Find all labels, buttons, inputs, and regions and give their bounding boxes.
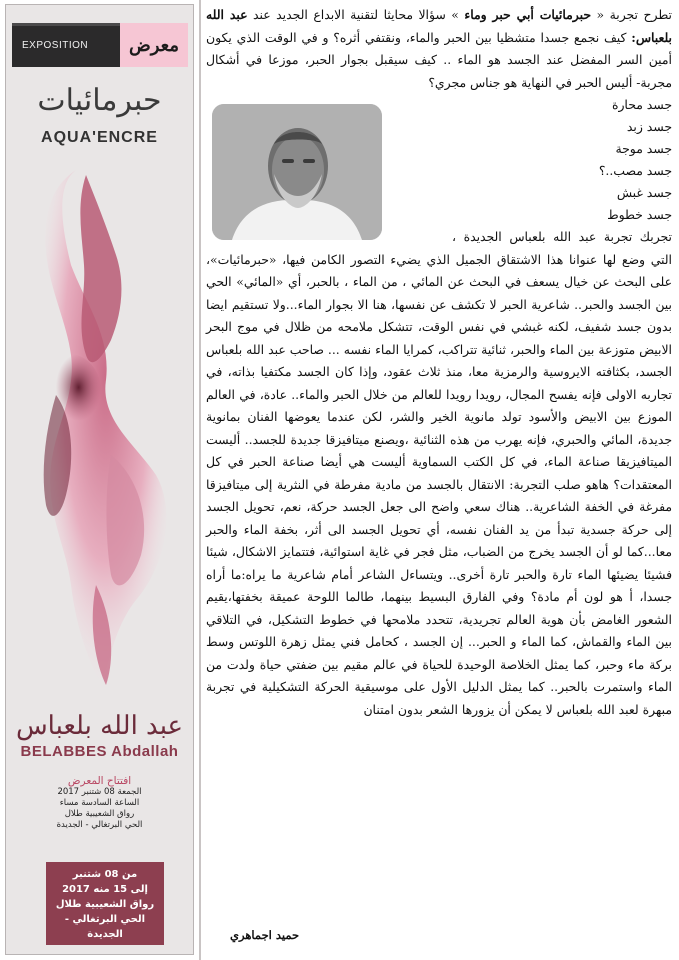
ink-figure-artwork (16, 155, 186, 695)
artist-portrait-image (212, 104, 382, 240)
sidebar-poster (5, 4, 194, 955)
article-body (206, 4, 672, 956)
opening-line: الجمعة 08 شتنبر 2017 (57, 787, 142, 797)
opening-heading: افتتاح المعرض (67, 775, 132, 787)
banner-exposition-label: EXPOSITION (22, 40, 89, 51)
dates-line: من 08 شتنبر (72, 869, 138, 880)
opening-line: رواق الشعيبية طلال (64, 809, 135, 819)
exhibition-title-arabic: حبرمائيات (37, 83, 162, 118)
article-intro (206, 4, 672, 94)
exhibition-title-latin: AQUA'ENCRE (41, 129, 158, 146)
intro-artist-bold: عبد الله بلعباس: (206, 7, 672, 45)
list-item: جسد مصب..؟ (598, 163, 672, 178)
opening-info (6, 775, 193, 831)
artist-name-latin: BELABBES Abdallah (20, 743, 179, 760)
list-item: جسد غبش (616, 185, 672, 200)
intro-text: تطرح تجربة « (596, 7, 672, 22)
column-divider (199, 0, 201, 960)
dates-line: رواق الشعيبية طلال (55, 899, 155, 910)
list-item: جسد موجة (615, 141, 672, 156)
exposition-banner (12, 23, 188, 67)
dates-line: الحي البرتغالي - الجديدة (64, 914, 146, 940)
intro-text: كيف نجمع جسدا متشظيا بين الحبر والماء، ونقتفي أثره؟ و في الوقت الذي يكون أمين السر المفضل عند الجسد هو الماء .. كيف سيقبل بجوار الحبر، موزعا في أشكال مجربة- أليس الحبر في النهاية هو جناس مجري؟ (206, 29, 672, 90)
article-paragraph: تجربك تجربة عبد الله بلعباس الجديدة ، التي وضع لها عنوانا هذا الاشتقاق الجميل الذي يضيء التصور الكامن فيها، «حبرمائيات»، على البحث عن خيال يسعف في البحث عن المائي ، من الماء ، بالحبر، أي «المائي» الحي بين الجسد والحبر.. شاعرية الحبر لا تكشف عن نفسها، هنا الا بجوار الماء...ولا تستقيم ايضا بدون جسد شفيف، لكنه غبشي في نفس الوقت، تتشكل ملامحه من ظلال في موج البحر الابيض متوزعة بين الماء والحبر، ثنائية تتراكب، كمرايا الماء نفسه ... صاحب عبد الله بلعباس الجسد، بكثافته الايروسية والرمزية معا، منذ ثلاث عقود، وإذا كان الجسد مكتفيا بذاته، في تجاربه الاولى فإنه يفسح المجال، رويدا رويدا للعالم من خلال الحبر والماء.. عادة، في العالم الموزع بين الابيض والأسود تولد مانوية الخير والشر، لكن عندما يعوضها الفنان بمانوية جديدة، المائي والحبري، فإنه يهرب من هذه الثنائية ،ويصنع ميتافيزقا جديدة للجسد.. أليست الميتافيزيقا صناعة الماء، في كل الكتب السماوية أليست هي أيضا صناعة الحبر في كل المعتقدات؟ هاهو صلب التجربة: الانتقال بالجسد من مادية مفرطة في النثرية إلى ميتافيزقا مفرغة في الخفة الشاعرية.. هناك سعي واضح الى جعل الجسد حركة، نعم، تحويل الجسد إلى حركة جسدية تبدأ من يد الفنان نفسه، أي تحويل الجسد الى أثر، بخفة الماء والحبر معا...كما لو أن الجسد يخرج من الضباب، مثل فجر في غاية استوائية، فتتمايز الاشكال، شيئا فشيئا يضيئها الماء تارة والحبر تارة أخرى.. ويتساءل الشاعر أمام شاعرية ما يراه:ما أراه جسدا، أ هو لون أم مادة؟ وفي الفارق البسيط بينهما، طالما اللوحة عميقة بخفتها،يقيم الشعور الغامض بأن هوية العالم تجريدية، تتحدد ملامحها في خطوط التشكيل، في التلاقي بين الماء والقماش، كما الماء و الحبر... إن الجسد ، كحامل فني يمثل زهرة اللوتس وسط بركة ماء وحبر، كما يمثل الخلاصة الوحيدة للحياة في عالم مقيم بين ضفتي حياة ولدت من الماء واستمرت بالحبر.. كما يمثل الدليل الأول على موسيقية الحركة التشكيلية في تجربة مبهرة لعبد الله بلعباس لا يمكن أن يزورها الشعر بدون امتنان (206, 229, 672, 717)
opening-line: الحي البرتغالي - الجديدة (56, 820, 143, 830)
exhibition-dates-box (46, 862, 164, 945)
list-item: جسد خطوط (607, 207, 672, 222)
dates-line: إلى 15 منه 2017 (62, 884, 148, 895)
intro-title-bold: حبرمائيات أبي حبر وماء (464, 7, 591, 22)
banner-arabic-tag: معرض (120, 23, 188, 67)
intro-text: » سؤالا محايثا لتقنية الابداع الجديد عند (253, 7, 459, 22)
list-item: جسد محارة (611, 97, 672, 112)
list-item: جسد زبد (626, 119, 672, 134)
artist-name-arabic: عبد الله بلعباس (15, 711, 184, 741)
artist-photo (212, 104, 382, 240)
banner-exposition-tag (12, 23, 120, 67)
opening-line: الساعة السادسة مساء (59, 798, 140, 808)
author-signature: حميد اجماهري (230, 928, 300, 942)
